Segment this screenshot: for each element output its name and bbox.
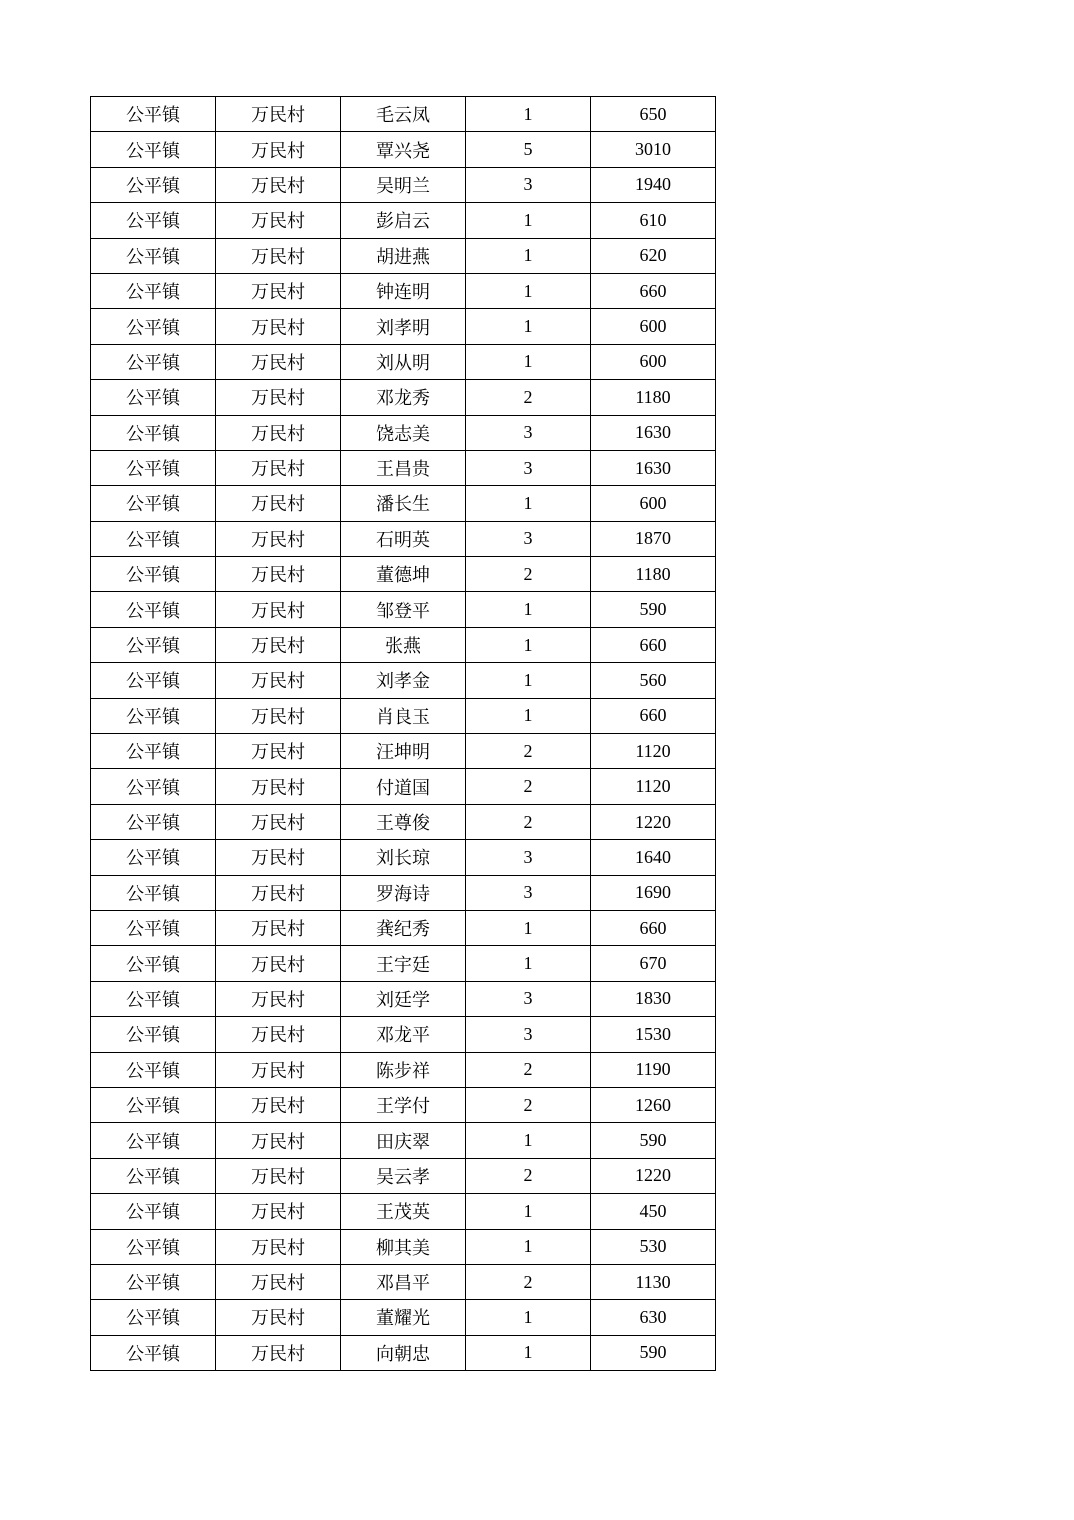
count-cell: 1 xyxy=(466,203,591,238)
amount-cell: 1220 xyxy=(591,1158,716,1193)
name-cell: 彭启云 xyxy=(341,203,466,238)
village-cell: 万民村 xyxy=(216,875,341,910)
count-cell: 1 xyxy=(466,698,591,733)
amount-cell: 1180 xyxy=(591,380,716,415)
name-cell: 刘廷学 xyxy=(341,981,466,1016)
name-cell: 王尊俊 xyxy=(341,804,466,839)
name-cell: 钟连明 xyxy=(341,273,466,308)
village-cell: 万民村 xyxy=(216,769,341,804)
count-cell: 2 xyxy=(466,380,591,415)
amount-cell: 650 xyxy=(591,97,716,132)
village-cell: 万民村 xyxy=(216,380,341,415)
table-body xyxy=(91,97,716,1371)
amount-cell: 1190 xyxy=(591,1052,716,1087)
name-cell: 邓龙平 xyxy=(341,1017,466,1052)
amount-cell: 1120 xyxy=(591,734,716,769)
name-cell: 覃兴尧 xyxy=(341,132,466,167)
table-row xyxy=(91,344,716,379)
table-row xyxy=(91,203,716,238)
table-row xyxy=(91,1123,716,1158)
table-row xyxy=(91,627,716,662)
table-row xyxy=(91,1158,716,1193)
name-cell: 向朝忠 xyxy=(341,1335,466,1370)
table-row xyxy=(91,734,716,769)
table-row xyxy=(91,309,716,344)
amount-cell: 560 xyxy=(591,663,716,698)
count-cell: 3 xyxy=(466,1017,591,1052)
amount-cell: 1640 xyxy=(591,840,716,875)
table-row xyxy=(91,273,716,308)
village-cell: 万民村 xyxy=(216,1052,341,1087)
name-cell: 肖良玉 xyxy=(341,698,466,733)
amount-cell: 1630 xyxy=(591,415,716,450)
town-cell: 公平镇 xyxy=(91,1123,216,1158)
amount-cell: 670 xyxy=(591,946,716,981)
count-cell: 2 xyxy=(466,557,591,592)
name-cell: 毛云凤 xyxy=(341,97,466,132)
count-cell: 1 xyxy=(466,238,591,273)
amount-cell: 1690 xyxy=(591,875,716,910)
amount-cell: 660 xyxy=(591,273,716,308)
amount-cell: 600 xyxy=(591,486,716,521)
name-cell: 董德坤 xyxy=(341,557,466,592)
town-cell: 公平镇 xyxy=(91,592,216,627)
village-cell: 万民村 xyxy=(216,981,341,1016)
amount-cell: 530 xyxy=(591,1229,716,1264)
amount-cell: 620 xyxy=(591,238,716,273)
town-cell: 公平镇 xyxy=(91,344,216,379)
name-cell: 饶志美 xyxy=(341,415,466,450)
count-cell: 1 xyxy=(466,592,591,627)
amount-cell: 1220 xyxy=(591,804,716,839)
name-cell: 王学付 xyxy=(341,1087,466,1122)
village-cell: 万民村 xyxy=(216,273,341,308)
count-cell: 2 xyxy=(466,769,591,804)
amount-cell: 1180 xyxy=(591,557,716,592)
table-row xyxy=(91,415,716,450)
amount-cell: 1530 xyxy=(591,1017,716,1052)
table-row xyxy=(91,132,716,167)
village-cell: 万民村 xyxy=(216,1158,341,1193)
count-cell: 1 xyxy=(466,1335,591,1370)
count-cell: 3 xyxy=(466,875,591,910)
amount-cell: 660 xyxy=(591,698,716,733)
table-row xyxy=(91,592,716,627)
count-cell: 3 xyxy=(466,415,591,450)
name-cell: 龚纪秀 xyxy=(341,910,466,945)
name-cell: 石明英 xyxy=(341,521,466,556)
count-cell: 3 xyxy=(466,521,591,556)
table-row xyxy=(91,1087,716,1122)
name-cell: 田庆翠 xyxy=(341,1123,466,1158)
count-cell: 1 xyxy=(466,273,591,308)
name-cell: 王昌贵 xyxy=(341,450,466,485)
town-cell: 公平镇 xyxy=(91,698,216,733)
count-cell: 1 xyxy=(466,309,591,344)
count-cell: 2 xyxy=(466,734,591,769)
town-cell: 公平镇 xyxy=(91,663,216,698)
name-cell: 罗海诗 xyxy=(341,875,466,910)
table-row xyxy=(91,1300,716,1335)
table-row xyxy=(91,97,716,132)
name-cell: 王茂英 xyxy=(341,1194,466,1229)
village-cell: 万民村 xyxy=(216,804,341,839)
name-cell: 胡进燕 xyxy=(341,238,466,273)
count-cell: 1 xyxy=(466,663,591,698)
table-row xyxy=(91,981,716,1016)
count-cell: 1 xyxy=(466,344,591,379)
name-cell: 刘从明 xyxy=(341,344,466,379)
village-cell: 万民村 xyxy=(216,840,341,875)
village-cell: 万民村 xyxy=(216,486,341,521)
town-cell: 公平镇 xyxy=(91,769,216,804)
town-cell: 公平镇 xyxy=(91,132,216,167)
village-cell: 万民村 xyxy=(216,557,341,592)
town-cell: 公平镇 xyxy=(91,1017,216,1052)
village-cell: 万民村 xyxy=(216,910,341,945)
name-cell: 柳其美 xyxy=(341,1229,466,1264)
village-cell: 万民村 xyxy=(216,1017,341,1052)
village-cell: 万民村 xyxy=(216,521,341,556)
village-cell: 万民村 xyxy=(216,132,341,167)
table-row xyxy=(91,521,716,556)
amount-cell: 1260 xyxy=(591,1087,716,1122)
town-cell: 公平镇 xyxy=(91,450,216,485)
amount-cell: 1120 xyxy=(591,769,716,804)
amount-cell: 660 xyxy=(591,910,716,945)
town-cell: 公平镇 xyxy=(91,1229,216,1264)
town-cell: 公平镇 xyxy=(91,486,216,521)
count-cell: 1 xyxy=(466,97,591,132)
town-cell: 公平镇 xyxy=(91,840,216,875)
table-row xyxy=(91,1264,716,1299)
table-row xyxy=(91,875,716,910)
town-cell: 公平镇 xyxy=(91,521,216,556)
count-cell: 1 xyxy=(466,1229,591,1264)
name-cell: 王宇廷 xyxy=(341,946,466,981)
count-cell: 5 xyxy=(466,132,591,167)
town-cell: 公平镇 xyxy=(91,627,216,662)
name-cell: 刘长琼 xyxy=(341,840,466,875)
amount-cell: 1830 xyxy=(591,981,716,1016)
table-row xyxy=(91,840,716,875)
table-row xyxy=(91,380,716,415)
count-cell: 2 xyxy=(466,1052,591,1087)
village-cell: 万民村 xyxy=(216,415,341,450)
town-cell: 公平镇 xyxy=(91,557,216,592)
amount-cell: 1630 xyxy=(591,450,716,485)
count-cell: 1 xyxy=(466,1194,591,1229)
amount-cell: 450 xyxy=(591,1194,716,1229)
town-cell: 公平镇 xyxy=(91,1194,216,1229)
village-cell: 万民村 xyxy=(216,627,341,662)
name-cell: 张燕 xyxy=(341,627,466,662)
village-cell: 万民村 xyxy=(216,1087,341,1122)
town-cell: 公平镇 xyxy=(91,97,216,132)
count-cell: 1 xyxy=(466,486,591,521)
amount-cell: 590 xyxy=(591,1123,716,1158)
table-row xyxy=(91,1335,716,1370)
village-cell: 万民村 xyxy=(216,592,341,627)
table-row xyxy=(91,769,716,804)
village-cell: 万民村 xyxy=(216,167,341,202)
table-row xyxy=(91,804,716,839)
name-cell: 潘长生 xyxy=(341,486,466,521)
town-cell: 公平镇 xyxy=(91,1300,216,1335)
table-row xyxy=(91,167,716,202)
town-cell: 公平镇 xyxy=(91,804,216,839)
village-cell: 万民村 xyxy=(216,1335,341,1370)
village-cell: 万民村 xyxy=(216,1194,341,1229)
town-cell: 公平镇 xyxy=(91,981,216,1016)
name-cell: 付道国 xyxy=(341,769,466,804)
name-cell: 吴云孝 xyxy=(341,1158,466,1193)
town-cell: 公平镇 xyxy=(91,238,216,273)
town-cell: 公平镇 xyxy=(91,1158,216,1193)
village-cell: 万民村 xyxy=(216,1300,341,1335)
village-cell: 万民村 xyxy=(216,97,341,132)
town-cell: 公平镇 xyxy=(91,380,216,415)
town-cell: 公平镇 xyxy=(91,1264,216,1299)
table-row xyxy=(91,910,716,945)
amount-cell: 600 xyxy=(591,309,716,344)
village-cell: 万民村 xyxy=(216,734,341,769)
town-cell: 公平镇 xyxy=(91,273,216,308)
count-cell: 2 xyxy=(466,1158,591,1193)
table-row xyxy=(91,1194,716,1229)
count-cell: 3 xyxy=(466,167,591,202)
village-cell: 万民村 xyxy=(216,450,341,485)
village-cell: 万民村 xyxy=(216,238,341,273)
table-row xyxy=(91,557,716,592)
table-row xyxy=(91,450,716,485)
table-row xyxy=(91,1017,716,1052)
village-cell: 万民村 xyxy=(216,946,341,981)
table-row xyxy=(91,698,716,733)
table-row xyxy=(91,663,716,698)
amount-cell: 660 xyxy=(591,627,716,662)
count-cell: 3 xyxy=(466,450,591,485)
town-cell: 公平镇 xyxy=(91,910,216,945)
name-cell: 汪坤明 xyxy=(341,734,466,769)
table-row xyxy=(91,1052,716,1087)
count-cell: 2 xyxy=(466,1087,591,1122)
amount-cell: 590 xyxy=(591,1335,716,1370)
village-cell: 万民村 xyxy=(216,1123,341,1158)
town-cell: 公平镇 xyxy=(91,1087,216,1122)
count-cell: 2 xyxy=(466,1264,591,1299)
count-cell: 3 xyxy=(466,981,591,1016)
amount-cell: 1130 xyxy=(591,1264,716,1299)
town-cell: 公平镇 xyxy=(91,1052,216,1087)
count-cell: 1 xyxy=(466,946,591,981)
amount-cell: 600 xyxy=(591,344,716,379)
town-cell: 公平镇 xyxy=(91,734,216,769)
count-cell: 1 xyxy=(466,1123,591,1158)
table-row xyxy=(91,486,716,521)
village-cell: 万民村 xyxy=(216,1229,341,1264)
name-cell: 吴明兰 xyxy=(341,167,466,202)
count-cell: 1 xyxy=(466,910,591,945)
table-row xyxy=(91,238,716,273)
village-cell: 万民村 xyxy=(216,203,341,238)
name-cell: 陈步祥 xyxy=(341,1052,466,1087)
name-cell: 邓昌平 xyxy=(341,1264,466,1299)
name-cell: 刘孝金 xyxy=(341,663,466,698)
data-table xyxy=(90,96,716,1371)
village-cell: 万民村 xyxy=(216,309,341,344)
town-cell: 公平镇 xyxy=(91,309,216,344)
village-cell: 万民村 xyxy=(216,1264,341,1299)
table-row xyxy=(91,1229,716,1264)
amount-cell: 610 xyxy=(591,203,716,238)
town-cell: 公平镇 xyxy=(91,167,216,202)
amount-cell: 1870 xyxy=(591,521,716,556)
village-cell: 万民村 xyxy=(216,698,341,733)
count-cell: 2 xyxy=(466,804,591,839)
name-cell: 邹登平 xyxy=(341,592,466,627)
count-cell: 3 xyxy=(466,840,591,875)
town-cell: 公平镇 xyxy=(91,1335,216,1370)
name-cell: 董耀光 xyxy=(341,1300,466,1335)
name-cell: 邓龙秀 xyxy=(341,380,466,415)
name-cell: 刘孝明 xyxy=(341,309,466,344)
town-cell: 公平镇 xyxy=(91,946,216,981)
town-cell: 公平镇 xyxy=(91,875,216,910)
town-cell: 公平镇 xyxy=(91,203,216,238)
count-cell: 1 xyxy=(466,627,591,662)
town-cell: 公平镇 xyxy=(91,415,216,450)
amount-cell: 630 xyxy=(591,1300,716,1335)
village-cell: 万民村 xyxy=(216,663,341,698)
table-row xyxy=(91,946,716,981)
village-cell: 万民村 xyxy=(216,344,341,379)
count-cell: 1 xyxy=(466,1300,591,1335)
amount-cell: 590 xyxy=(591,592,716,627)
amount-cell: 1940 xyxy=(591,167,716,202)
amount-cell: 3010 xyxy=(591,132,716,167)
